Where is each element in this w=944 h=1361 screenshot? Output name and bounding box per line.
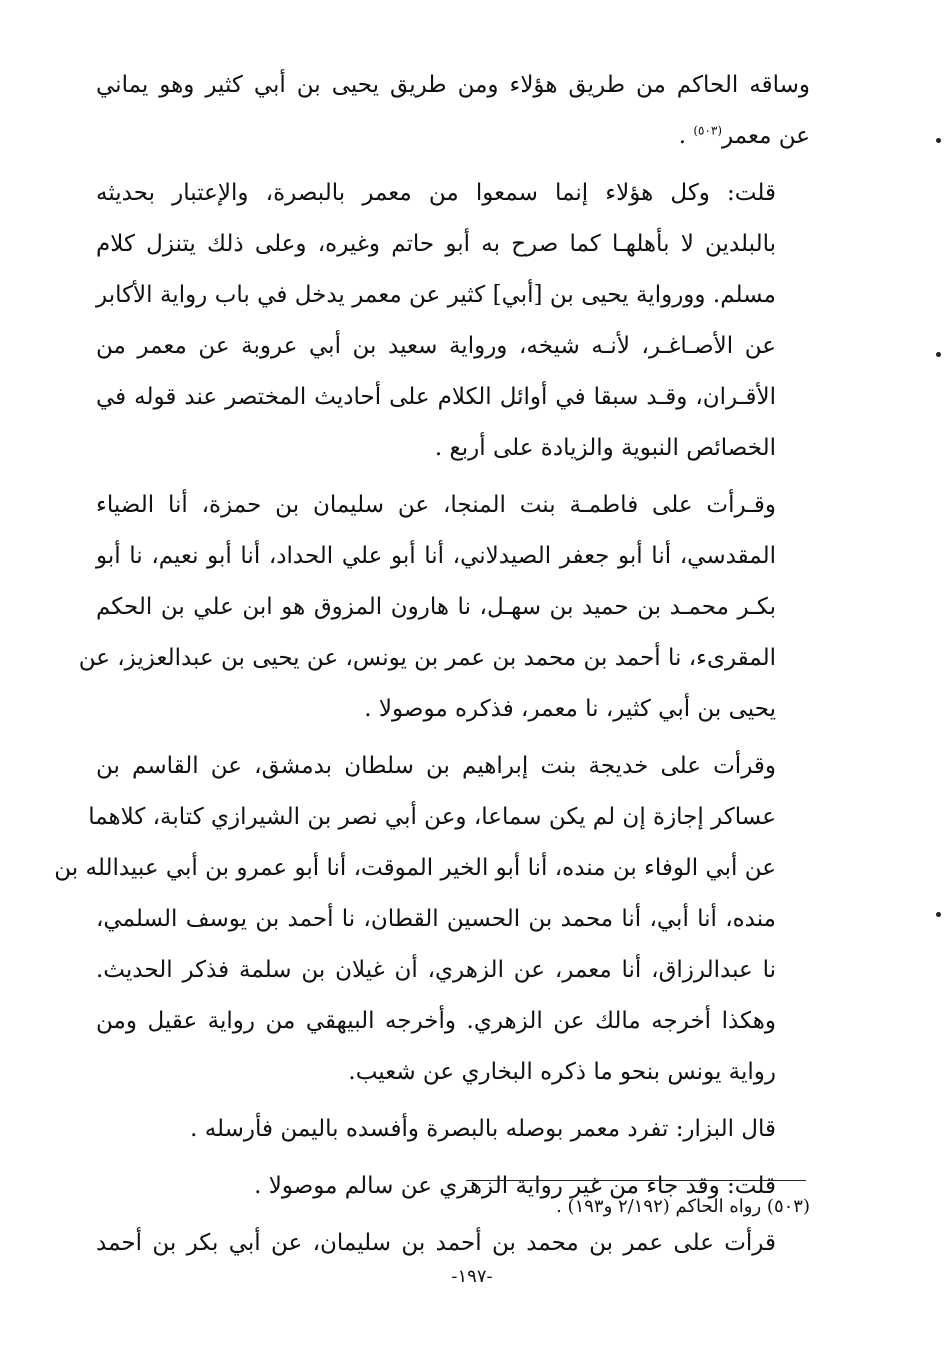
text-line: مسلم. وورواية يحيى بن [أبي] كثير عن معمر يدخل في باب رواية الأكابر xyxy=(96,282,776,308)
text-line-tail: . xyxy=(678,123,694,149)
text-line: وساقه الحاكم من طريق هؤلاء ومن طريق يحيى بن أبي كثير وهو يماني xyxy=(96,72,810,98)
text-line: بالبلدين لا بأهلهـا كما صرح به أبو حاتم وغيره، وعلى ذلك يتنزل كلام xyxy=(96,231,776,257)
paragraph-4 xyxy=(54,741,810,1098)
text-line: عساكر إجازة إن لم يكن سماعا، وعن أبي نصر بن الشيرازي كتابة، كلاهما xyxy=(88,804,776,830)
footnote-reference: (٥٠٣) xyxy=(693,123,723,138)
text-line: المقرىء، نا أحمد بن محمد بن عمر بن يونس، عن يحيى بن عبدالعزيز، عن xyxy=(78,645,776,671)
text-line: قلت: وقد جاء من غير رواية الزهري عن سالم موصولا . xyxy=(254,1173,776,1199)
page-body xyxy=(54,60,810,1275)
paragraph-1 xyxy=(96,60,810,162)
text-line: الخصائص النبوية والزيادة على أربع . xyxy=(434,435,776,461)
footnote-separator xyxy=(466,1180,806,1181)
margin-dot xyxy=(936,352,941,357)
paragraph-2 xyxy=(96,168,810,474)
text-line: عن الأصـاغـر، لأنـه شيخه، ورواية سعيد بن أبي عروبة عن معمر من xyxy=(96,333,776,359)
text-line: بكـر محمـد بن حميد بن سهـل، نا هارون المزوق هو ابن علي بن الحكم xyxy=(96,594,776,620)
text-line: عن أبي الوفاء بن منده، أنا أبو الخير الموقت، أنا أبو عمرو بن أبي عبيدالله بن xyxy=(54,855,776,881)
text-line: يحيى بن أبي كثير، نا معمر، فذكره موصولا . xyxy=(364,696,776,722)
footnote xyxy=(556,1192,810,1222)
paragraph-7 xyxy=(96,1218,810,1269)
text-line: قرأت على عمر بن محمد بن أحمد بن سليمان، عن أبي بكر بن أحمد xyxy=(96,1230,776,1256)
text-line: منده، أنا أبي، أنا محمد بن الحسين القطان، نا أحمد بن يوسف السلمي، xyxy=(96,906,776,932)
text-line xyxy=(96,111,810,162)
margin-dot xyxy=(936,138,941,143)
paragraph-5 xyxy=(96,1104,810,1155)
text-line: المقدسي، أنا أبو جعفر الصيدلاني، أنا أبو علي الحداد، أنا أبو نعيم، نا أبو xyxy=(96,543,776,569)
page-number: -١٩٧- xyxy=(451,1266,493,1287)
text-line: نا عبدالرزاق، أنا معمر، عن الزهري، أن غيلان بن سلمة فذكر الحديث. xyxy=(96,957,776,983)
footnote-text: رواه الحاكم (٢/١٩٢ و١٩٣) . xyxy=(556,1196,762,1217)
text-line: رواية يونس بنحو ما ذكره البخاري عن شعيب. xyxy=(348,1059,776,1085)
paragraph-3 xyxy=(78,480,810,735)
text-line: الأقـران، وقـد سبقا في أوائل الكلام على أحاديث المختصر عند قوله في xyxy=(96,384,776,410)
footnote-number: (٥٠٣) xyxy=(766,1196,810,1217)
text-line: وقرأت على خديجة بنت إبراهيم بن سلطان بدمشق، عن القاسم بن xyxy=(96,753,776,779)
text-line: قال البزار: تفرد معمر بوصله بالبصرة وأفسده باليمن فأرسله . xyxy=(190,1116,776,1142)
text-line-content: عن معمر xyxy=(722,123,810,149)
text-line: وقـرأت على فاطمـة بنت المنجا، عن سليمان بن حمزة، أنا الضياء xyxy=(96,492,776,518)
margin-dot xyxy=(936,912,941,917)
text-line: قلت: وكل هؤلاء إنما سمعوا من معمر بالبصرة، والإعتبار بحديثه xyxy=(96,180,776,206)
text-line: وهكذا أخرجه مالك عن الزهري. وأخرجه البيهقي من رواية عقيل ومن xyxy=(96,1008,776,1034)
